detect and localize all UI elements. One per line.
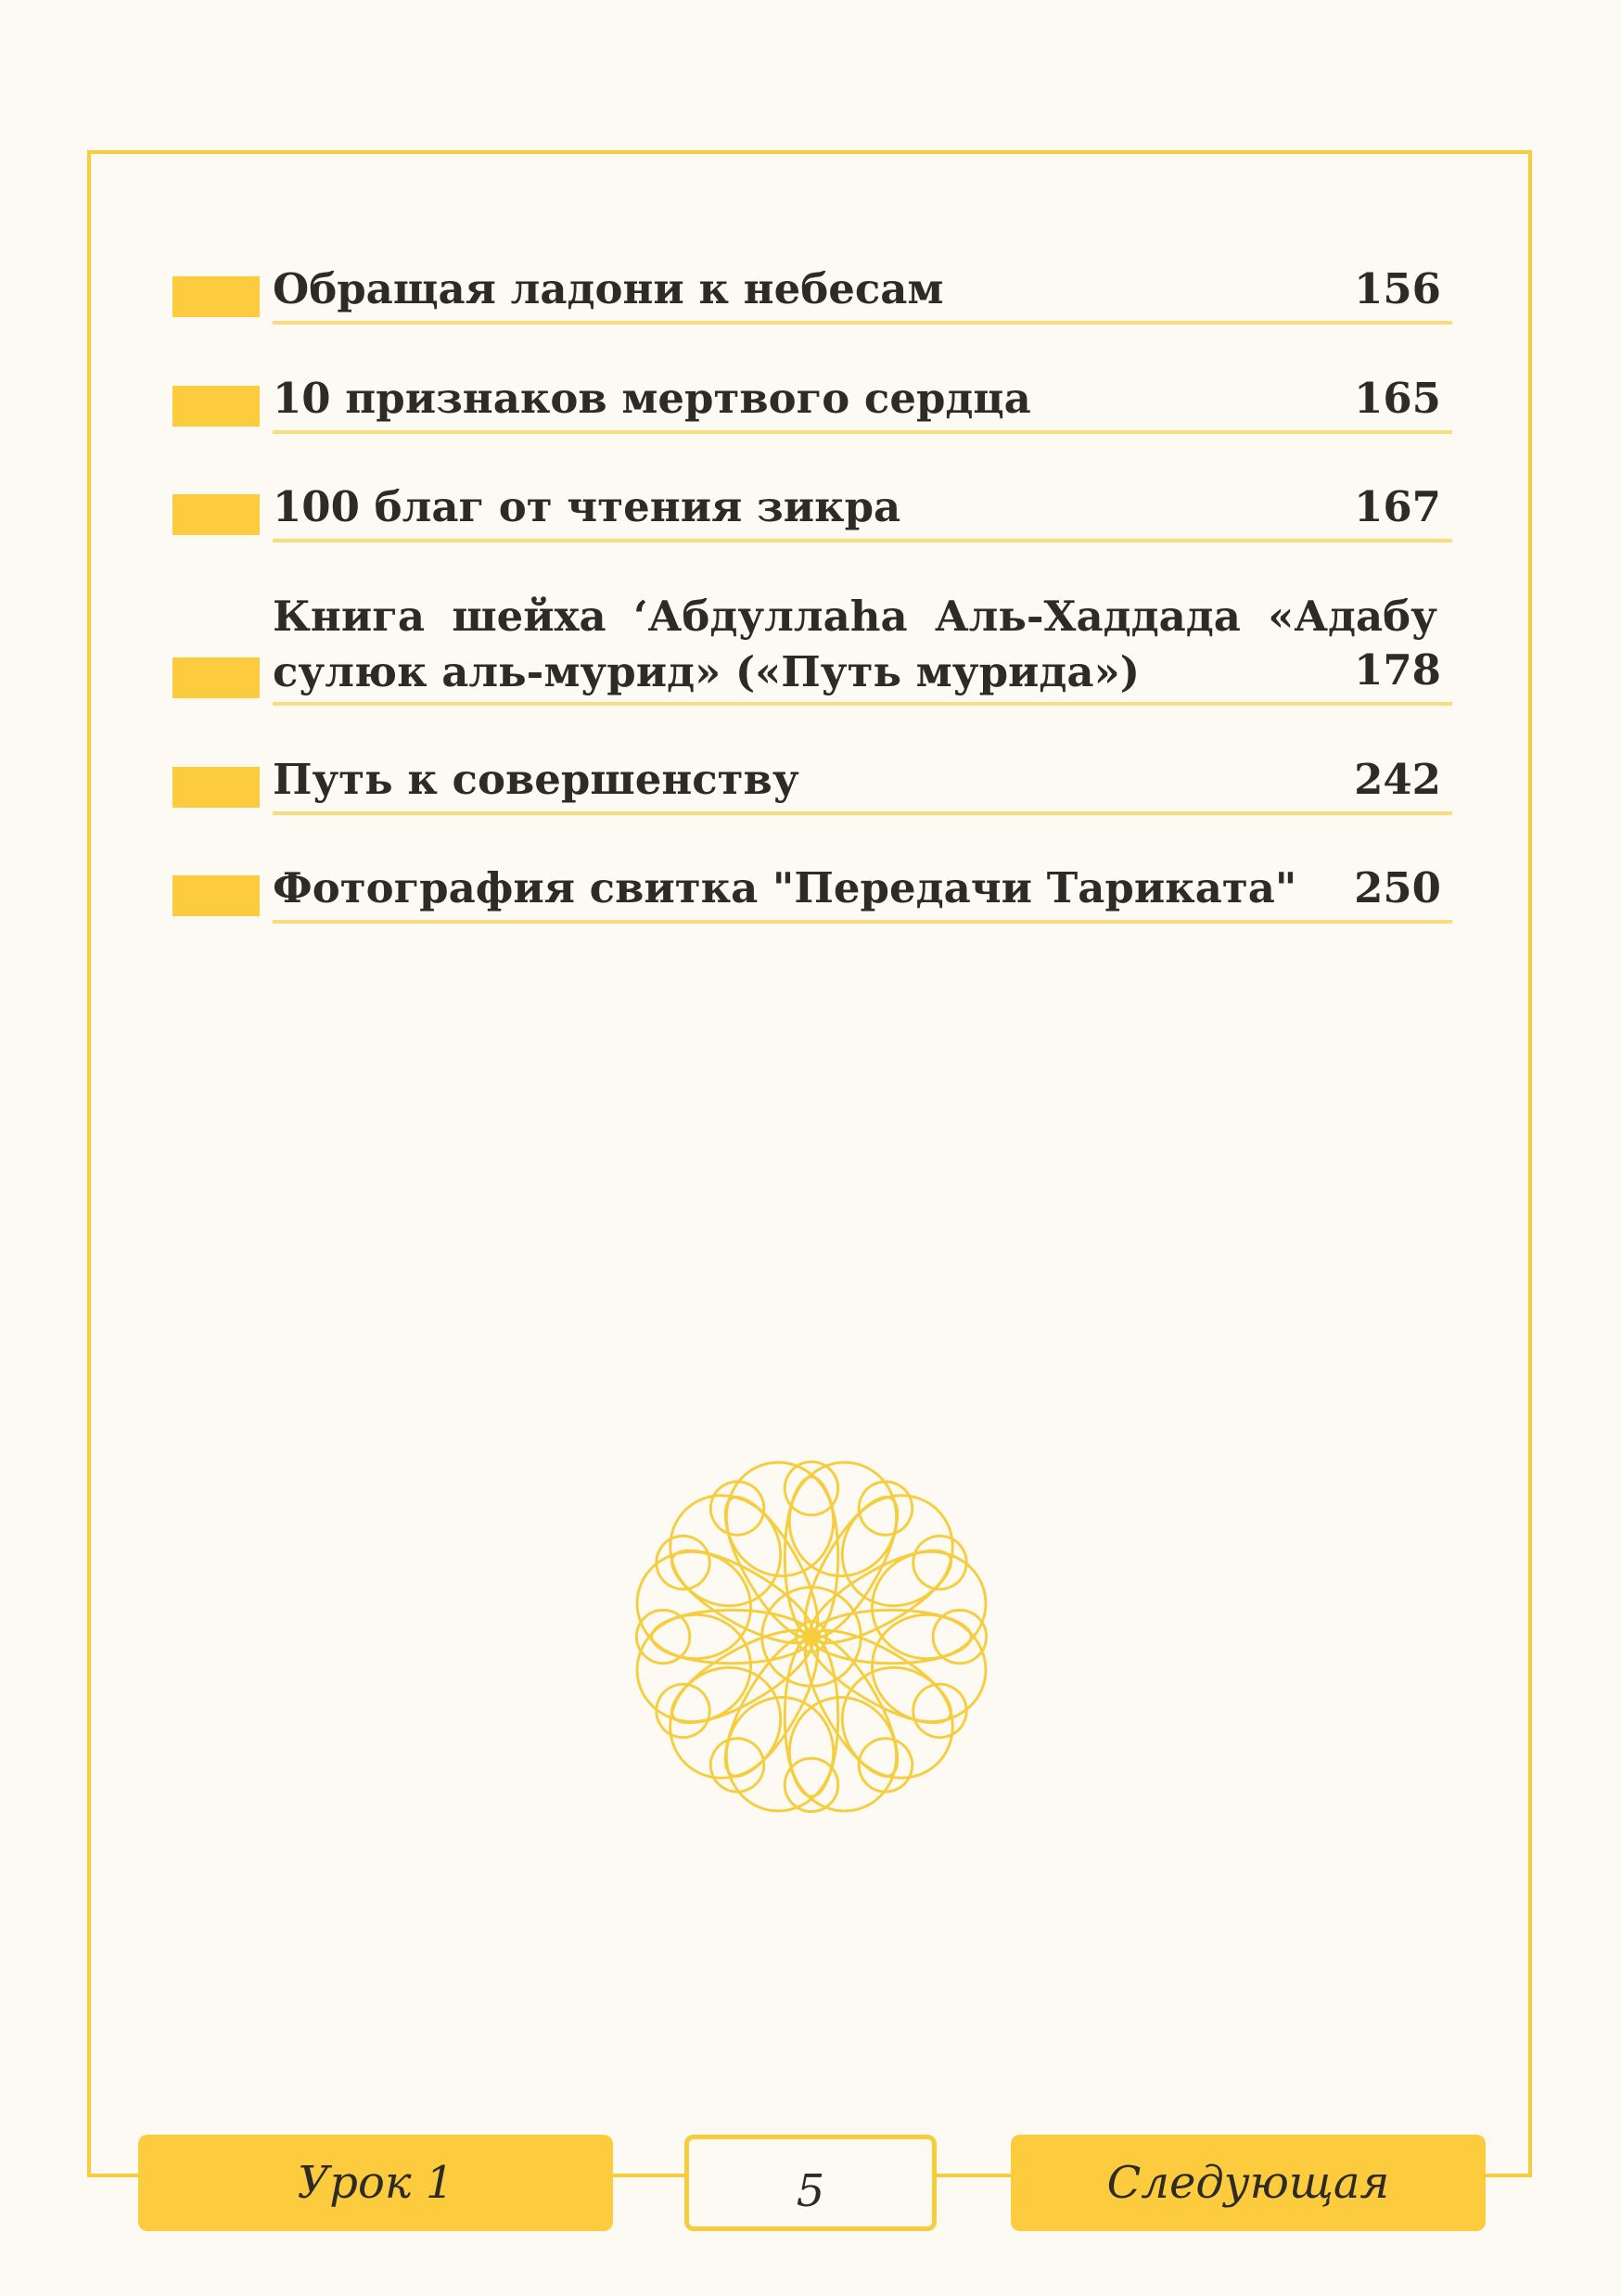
toc-underline (273, 430, 1452, 434)
mandala-ornament-icon (621, 1447, 1002, 1827)
mandala-stroke (785, 1461, 837, 1514)
toc-entry-page: 178 (1354, 645, 1441, 695)
page-number: 5 (796, 2165, 825, 2217)
mandala-stroke (820, 1473, 976, 1628)
toc-entry[interactable] (172, 479, 1452, 542)
next-page-button[interactable] (1011, 2135, 1486, 2231)
mandala-stroke (646, 1675, 719, 1747)
mandala-stroke (933, 1610, 986, 1663)
toc-entry-title: Книга шейха ‘Абдуллаhа Аль-Хаддада «Адабу сулюк аль-мурид» («Путь мурида») (273, 592, 1437, 696)
mandala-stroke (646, 1526, 719, 1599)
mandala-stroke (647, 1645, 803, 1801)
toc-entry[interactable] (172, 589, 1452, 706)
toc-marker (172, 767, 260, 808)
page-frame (87, 150, 1532, 2177)
toc-entry[interactable] (172, 371, 1452, 434)
toc-underline (273, 811, 1452, 815)
toc-underline (273, 539, 1452, 542)
mandala-stroke (849, 1472, 922, 1544)
mandala-stroke (903, 1675, 976, 1747)
toc-underline (273, 920, 1452, 924)
mandala-stroke (701, 1472, 773, 1544)
mandala-stroke (636, 1610, 689, 1663)
toc-entry-page: 165 (1354, 374, 1441, 423)
next-page-label: Следующая (1106, 2157, 1390, 2209)
toc-entry-title: Фотография свитка "Передачи Тариката" (273, 863, 1297, 912)
toc-entry-title: 10 признаков мертвого сердца (273, 374, 1031, 423)
toc-entry-page: 156 (1354, 264, 1441, 313)
toc-entry[interactable] (172, 261, 1452, 325)
toc-entry-page: 250 (1354, 863, 1441, 912)
mandala-stroke (820, 1645, 976, 1801)
previous-lesson-label: Урок 1 (297, 2157, 454, 2209)
toc-entry[interactable] (172, 752, 1452, 815)
mandala-stroke (701, 1728, 773, 1801)
toc-marker (172, 657, 260, 698)
toc-underline (273, 702, 1452, 706)
toc-marker (172, 875, 260, 916)
previous-lesson-button[interactable] (138, 2135, 613, 2231)
toc-marker (172, 276, 260, 317)
toc-marker (172, 494, 260, 535)
toc-marker (172, 386, 260, 427)
mandala-stroke (903, 1526, 976, 1599)
mandala-stroke (849, 1728, 922, 1801)
mandala-stroke (647, 1473, 803, 1628)
toc-entry-title: Обращая ладони к небесам (273, 264, 944, 313)
toc-entry-title: 100 благ от чтения зикра (273, 482, 901, 531)
toc-entry-page: 242 (1354, 755, 1441, 804)
mandala-stroke (785, 1758, 837, 1811)
toc-entry[interactable] (172, 861, 1452, 924)
page-number-box (684, 2135, 937, 2231)
toc-entry-title: Путь к совершенству (273, 755, 799, 804)
toc-entry-page: 167 (1354, 482, 1441, 531)
toc-underline (273, 321, 1452, 325)
